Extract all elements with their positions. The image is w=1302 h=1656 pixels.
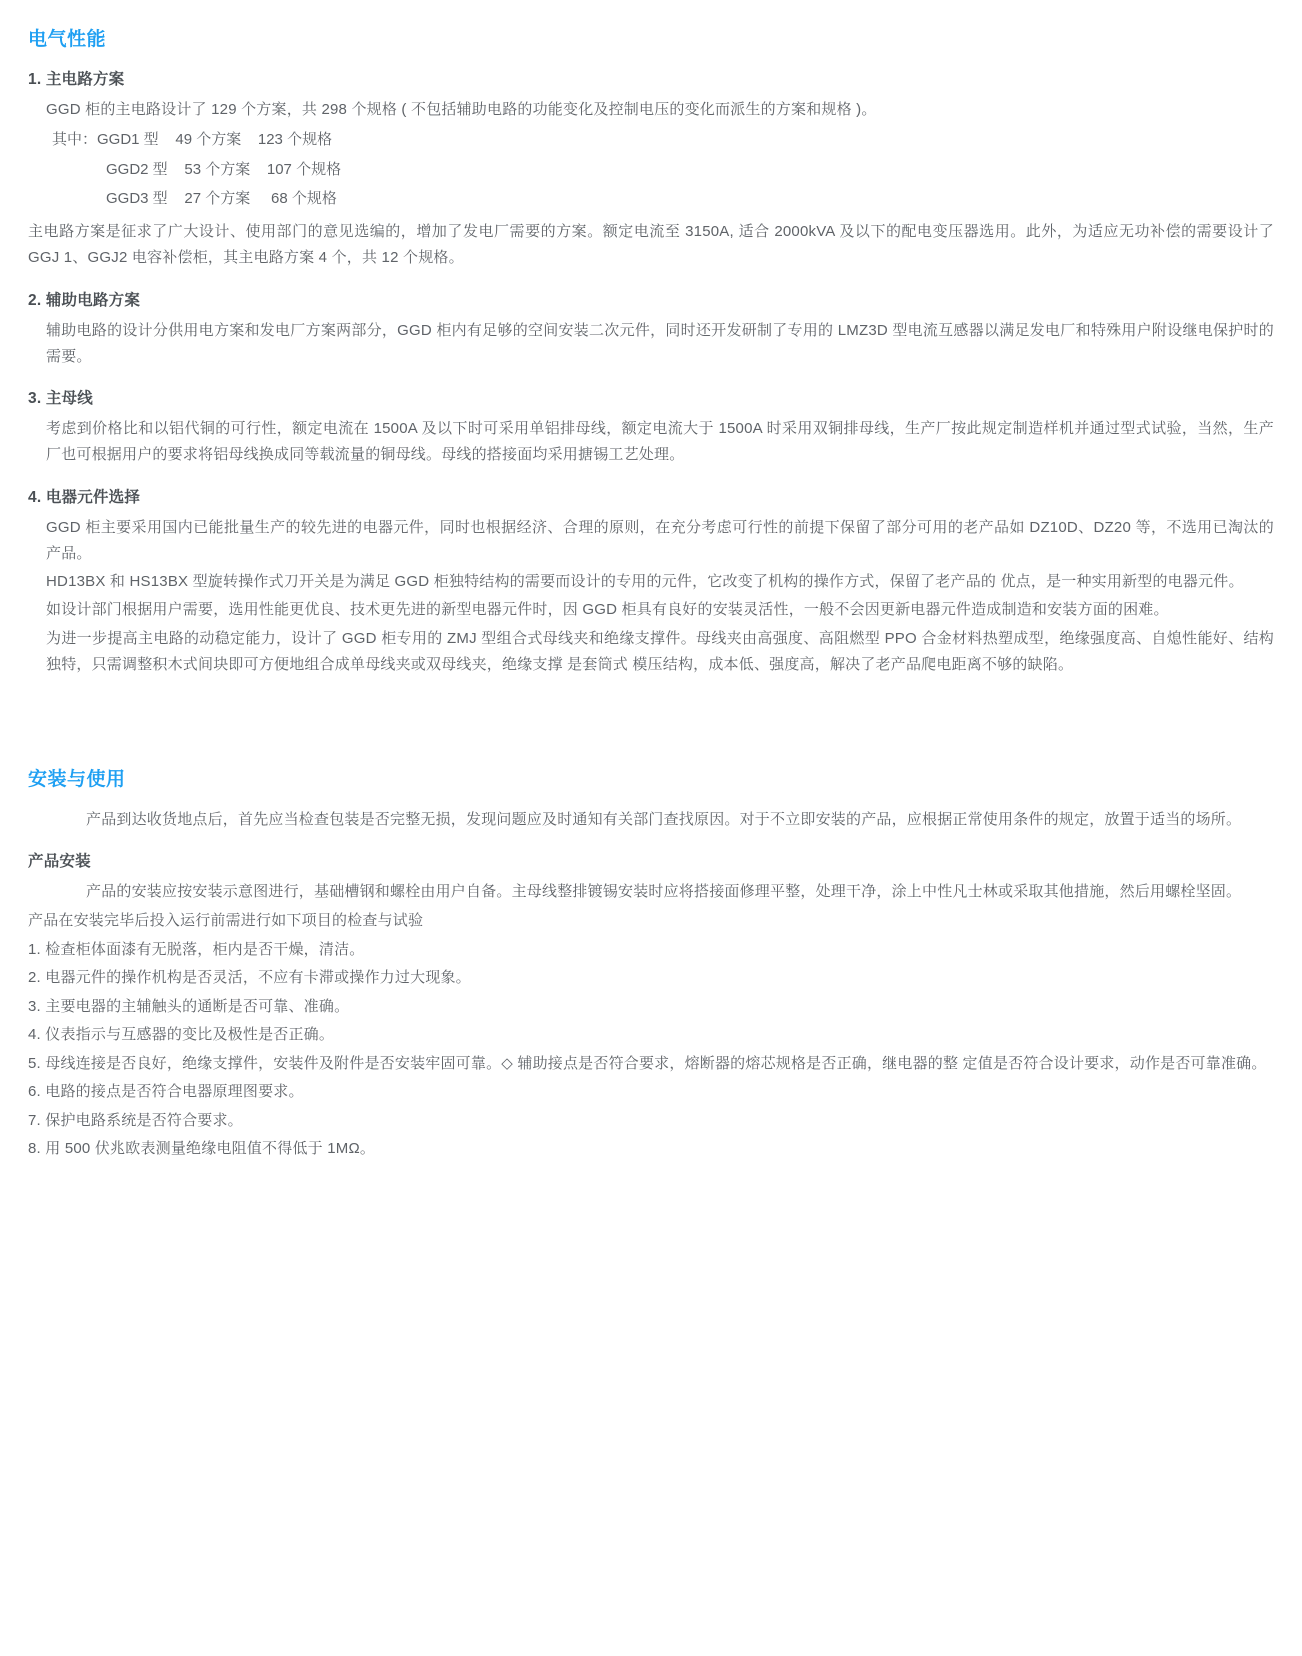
paragraph-main-busbar: 考虑到价格比和以铝代铜的可行性，额定电流在 1500A 及以下时可采用单铝排母线，额定电流大于 1500A 时采用双铜排母线，生产厂按此规定制造样机并通过型式试验，当然，生产厂也可根据用户的要求将铝母线换成同等载流量的铜母线。母线的搭接面均采用搪锡工艺处理。 [46,420,1274,464]
section-heading-installation-and-use: 安装与使用 [28,769,126,790]
spec-line-ggd2: GGD2 型 53 个方案 107 个规格 [106,160,342,178]
paragraph-pre-commissioning-intro: 产品在安装完毕后投入运行前需进行如下项目的检查与试验 [28,911,424,929]
subsection-title-main-busbar: 3. 主母线 [28,390,93,407]
subsection-title-main-circuit-scheme: 1. 主电路方案 [28,71,125,88]
paragraph-auxiliary-circuit-scheme: 辅助电路的设计分供用电方案和发电厂方案两部分，GGD 柜内有足够的空间安装二次元件，同时还开发研制了专用的 LMZ3D 型电流互感器以满足发电厂和特殊用户附设继电保护时的需要。 [46,321,1274,365]
spec-line-ggd3: GGD3 型 27 个方案 68 个规格 [106,189,337,207]
paragraph-delivery-inspection: 产品到达收货地点后，首先应当检查包装是否完整无损，发现问题应及时通知有关部门查找原因。对于不立即安装的产品，应根据正常使用条件的规定，放置于适当的场所。 [86,811,1242,828]
paragraph-component-selection-4: 为进一步提高主电路的动稳定能力，设计了 GGD 柜专用的 ZMJ 型组合式母线夹和绝缘支撑件。母线夹由高强度、高阻燃型 PPO 合金材料热塑成型，绝缘强度高、自熄性能好、结构独特，只需调整积木式间块即可方便地组合成单母线夹或双母线夹，绝缘支撑 是套筒式 模压结构，成本低、强度高，解决了老产品爬电距离不够的缺陷。 [46,629,1274,673]
paragraph-main-circuit-summary: 主电路方案是征求了广大设计、使用部门的意见选编的，增加了发电厂需要的方案。额定电流至 3150A, 适合 2000kVA 及以下的配电变压器选用。此外，为适应无功补偿的需要设计了 GGJ 1、GGJ2 电容补偿柜，其主电路方案 4 个，共 12 个规格。 [28,223,1274,267]
paragraph-product-installation: 产品的安装应按安装示意图进行，基础槽钢和螺栓由用户自备。主母线整排镀锡安装时应将搭接面修理平整，处理干净，涂上中性凡士林或采取其他措施，然后用螺栓坚固。 [86,883,1242,901]
list-item: 5. 母线连接是否良好，绝缘支撑件，安装件及附件是否安装牢固可靠。◇ 辅助接点是否符合要求，熔断器的熔芯规格是否正确，继电器的整 定值是否符合设计要求，动作是否可靠准确。 [28,1054,1267,1072]
section-heading-electrical-performance: 电气性能 [28,29,107,50]
paragraph-main-circuit-scheme: GGD 柜的主电路设计了 129 个方案，共 298 个规格 ( 不包括辅助电路的功能变化及控制电压的变化而派生的方案和规格 )。 [46,101,877,118]
paragraph-component-selection-2: HD13BX 和 HS13BX 型旋转操作式刀开关是为满足 GGD 柜独特结构的需要而设计的专用的元件，它改变了机构的操作方式，保留了老产品的 优点，是一种实用新型的电器元件。 [46,573,1244,590]
list-item: 7. 保护电路系统是否符合要求。 [28,1111,243,1129]
list-item: 6. 电路的接点是否符合电器原理图要求。 [28,1083,304,1101]
paragraph-component-selection-3: 如设计部门根据用户需要，选用性能更优良、技术更先进的新型电器元件时，因 GGD 柜具有良好的安装灵活性，一般不会因更新电器元件造成制造和安装方面的困难。 [46,601,1169,619]
spec-line-ggd1: 其中：GGD1 型 49 个方案 123 个规格 [52,131,333,149]
list-item: 1. 检查柜体面漆有无脱落，柜内是否干燥，清洁。 [28,940,365,958]
subsection-title-auxiliary-circuit-scheme: 2. 辅助电路方案 [28,291,141,309]
subsection-title-product-installation: 产品安装 [28,853,91,871]
paragraph-component-selection-1: GGD 柜主要采用国内已能批量生产的较先进的电器元件，同时也根据经济、合理的原则，在充分考虑可行性的前提下保留了部分可用的老产品如 DZ10D、DZ20 等，不选用已淘汰的产品。 [46,518,1274,562]
list-item: 8. 用 500 伏兆欧表测量绝缘电阻值不得低于 1MΩ。 [28,1140,376,1158]
list-item: 3. 主要电器的主辅触头的通断是否可靠、准确。 [28,997,350,1015]
list-item: 4. 仪表指示与互感器的变比及极性是否正确。 [28,1026,335,1044]
subsection-title-component-selection: 4. 电器元件选择 [28,488,141,506]
list-item: 2. 电器元件的操作机构是否灵活，不应有卡滞或操作力过大现象。 [28,969,471,987]
